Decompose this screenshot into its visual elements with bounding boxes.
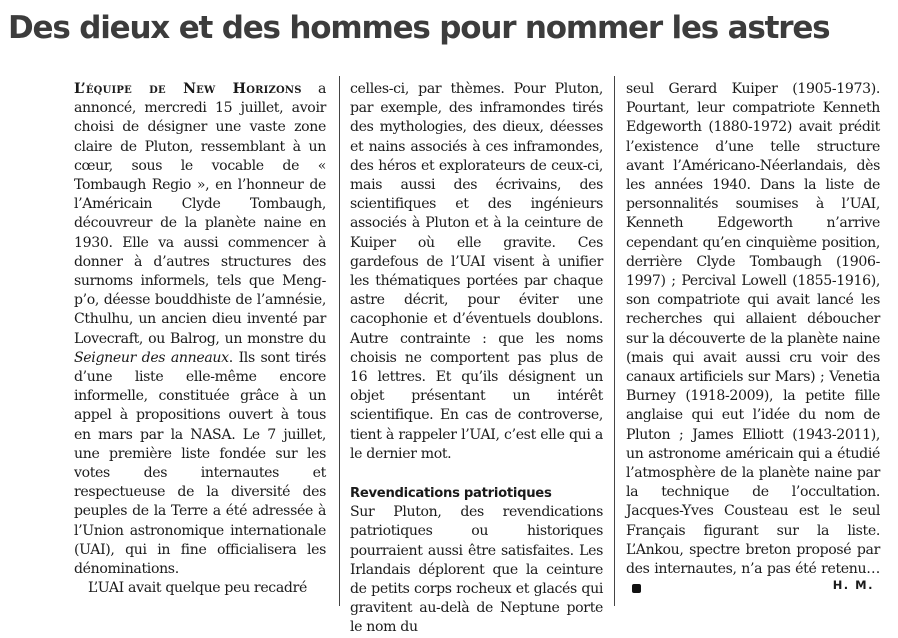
paragraph-3-text: seul Gerard Kuiper (1905-1973). Pourtant, leur compatriote Kenneth Edgeworth (1880-1972) avait prédit l’existence d’une telle structure avant l’Américano-Néerlandais, dès les années 1940. Dans la liste de personnalités soumises à l’UAI, Kenneth Edgeworth n’arrive cependant qu’en cinquième position, derrière Clyde Tombaugh (1906-1997) ; Percival Lowell (1855-1916), son compatriote qui avait lancé les recherches qui allaient déboucher sur la découverte de la planète naine (mais qui avait aussi cru voir des canaux artificiels sur Mars) ; Venetia Burney (1918-2009), la petite fille anglaise qui eut l’idée du nom de Pluton ; James Elliott (1943-2011), un astronome américain qui a étudié l’atmosphère de la planète naine par la technique de l’occultation. Jacques-Yves Cousteau est le seul Français figurant sur la liste. L’Ankou, spectre breton proposé par des internautes, n’a pas été retenu…: [626, 81, 880, 578]
article-column-3: [626, 80, 880, 602]
article-column-2: [350, 80, 603, 636]
paragraph-3-continued: [626, 80, 880, 598]
subheading: Revendications patriotiques: [350, 486, 552, 502]
author-byline: H. M.: [832, 578, 874, 592]
column-divider-2: [614, 76, 615, 606]
column-divider-1: [339, 76, 340, 606]
paragraph-2-start: L’UAI avait quelque peu recadré: [88, 580, 307, 597]
article-column-1: [74, 80, 326, 602]
book-title: Seigneur des anneaux: [74, 349, 229, 366]
end-of-article-icon: [632, 584, 641, 593]
paragraph-2-continued: celles-ci, par thèmes. Pour Pluton, par exemple, des inframondes tirés des mythologies, des dieux, déesses et nains associés à ces inframondes, des héros et explorateurs de ceux-ci, mais aussi des écrivains, des scientifiques et des ingénieurs associés à Pluton et à la ceinture de Kuiper où elle gravite. Ces gardefous de l’UAI visent à unifier les thématiques portées par chaque astre décrit, pour éviter une cacophonie et d’éventuels doublons. Autre contrainte : que les noms choisis ne comportent pas plus de 16 lettres. Et qu’ils désignent un objet présentant un intérêt scientifique. En cas de controverse, tient à rappeler l’UAI, c’est elle qui a le dernier mot.: [350, 81, 603, 462]
paragraph-1-text: a annoncé, mercredi 15 juillet, avoir choisi de désigner une vaste zone claire de Pluton, ressemblant à un cœur, sous le vocable de « Tombaugh Regio », en l’honneur de l’Américain Clyde Tombaugh, découvreur de la planète naine en 1930. Elle va aussi commencer à donner à d’autres structures des surnoms informels, tels que Meng-p’o, déesse bouddhiste de l’amnésie, Cthulhu, un ancien dieu inventé par Lovecraft, ou Balrog, un monstre du: [74, 81, 326, 347]
article-headline: Des dieux et des hommes pour nommer les astres: [8, 10, 830, 46]
paragraph-3-start: Sur Pluton, des revendications patriotiques ou historiques pourraient aussi être satisfaites. Les Irlandais déplorent que la ceinture de petits corps rocheux et glacés qui gravitent au-delà de Neptune porte le nom du: [350, 504, 603, 636]
paragraph-1: [74, 80, 326, 579]
paragraph-1-end: . Ils sont tirés d’une liste elle-même encore informelle, constituée grâce à un appel à propositions ouvert à tous en mars par la NASA. Le 7 juillet, une première liste fondée sur les votes des internautes et respectueuse de la diversité des peuples de la Terre a été adressée à l’Union astronomique internationale (UAI), qui in fine officialisera les dénominations.: [74, 349, 326, 578]
lead-in: L’équipe de New Horizons: [74, 81, 302, 97]
